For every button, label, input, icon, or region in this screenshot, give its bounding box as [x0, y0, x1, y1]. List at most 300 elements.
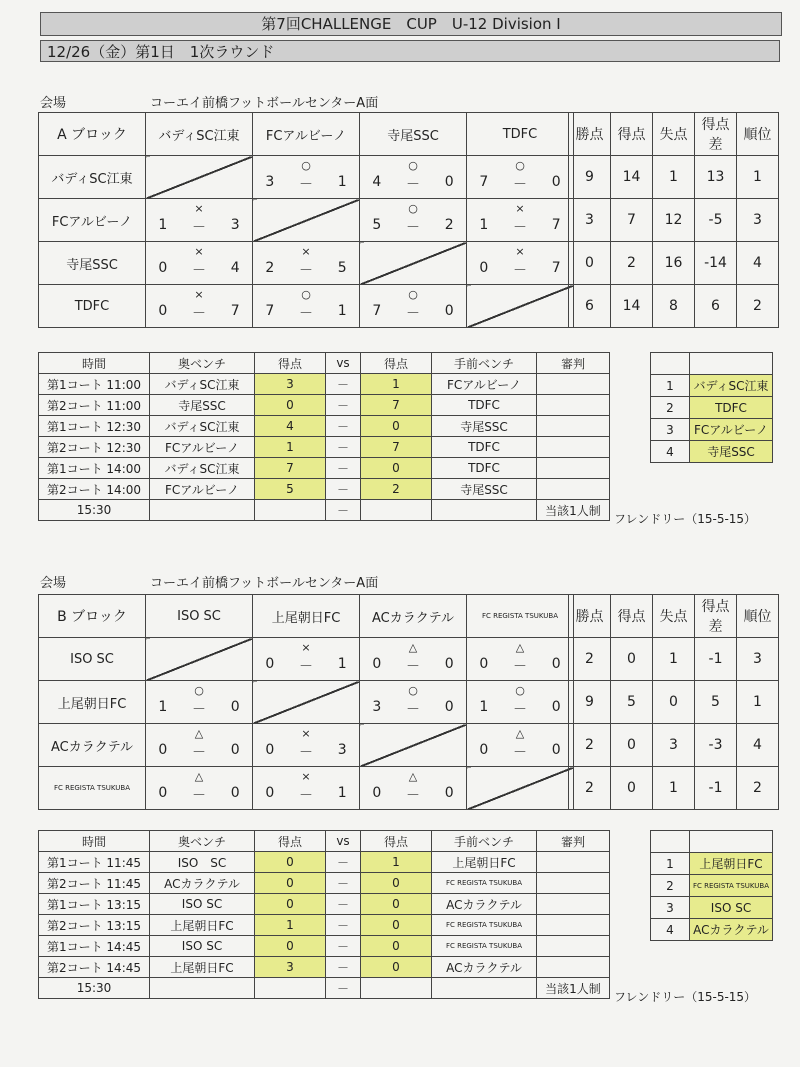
team-row-label: ACカラクテル — [39, 724, 146, 767]
score — [360, 656, 466, 676]
schedule-cell — [537, 374, 610, 395]
schedule-header: vs — [326, 353, 361, 374]
stat-value: 0 — [569, 242, 611, 285]
score-dash: － — [192, 220, 206, 236]
rank-team: ISO SC — [690, 897, 773, 919]
page-subtitle: 12/26（金）第1日 1次ラウンド — [40, 40, 780, 62]
stat-value: 4 — [737, 724, 779, 767]
schedule-cell: FC REGISTA TSUKUBA — [432, 915, 537, 936]
team-row-label: 上尾朝日FC — [39, 681, 146, 724]
rank-team: 上尾朝日FC — [690, 853, 773, 875]
schedule-cell: － — [326, 395, 361, 416]
result-mark: ○ — [408, 202, 418, 215]
result-mark: ○ — [408, 288, 418, 301]
score-for: 3 — [265, 174, 275, 190]
match-cell — [467, 199, 574, 242]
score-for: 0 — [479, 656, 489, 672]
score — [253, 260, 359, 280]
score — [467, 699, 573, 719]
schedule-row — [39, 873, 610, 894]
schedule-cell — [537, 915, 610, 936]
score — [146, 303, 252, 323]
schedule-cell — [537, 852, 610, 873]
score-dash: － — [513, 220, 527, 236]
match-cell — [253, 242, 360, 285]
score-for: 0 — [372, 785, 382, 801]
stat-header: 勝点 — [569, 595, 611, 638]
schedule-cell: ACカラクテル — [432, 957, 537, 978]
team-header: バディSC江東 — [146, 113, 253, 156]
score-against: 3 — [230, 217, 240, 233]
result-mark: △ — [194, 727, 204, 740]
schedule-header: 得点 — [361, 831, 432, 852]
schedule-cell: 第1コート 14:00 — [39, 458, 150, 479]
score — [360, 785, 466, 805]
score-against: 5 — [337, 260, 347, 276]
schedule-cell: 第2コート 11:45 — [39, 873, 150, 894]
ranking-header-spacer — [690, 353, 773, 375]
score-dash: － — [192, 745, 206, 761]
venue-label: 会場 — [40, 576, 67, 591]
score-for: 0 — [265, 742, 275, 758]
stat-value: 0 — [611, 767, 653, 810]
schedule-header: 奥ベンチ — [150, 353, 255, 374]
rank-position: 1 — [651, 375, 690, 397]
results-matrix — [38, 594, 574, 810]
schedule-cell: FCアルビーノ — [150, 479, 255, 500]
stat-value: 3 — [653, 724, 695, 767]
stat-value: 14 — [611, 156, 653, 199]
schedule-cell — [432, 500, 537, 521]
schedule-header: 審判 — [537, 831, 610, 852]
schedule-cell — [537, 936, 610, 957]
schedule-row — [39, 500, 610, 521]
schedule-cell: バディSC江東 — [150, 374, 255, 395]
result-mark: × — [301, 245, 311, 258]
score-for: 7 — [372, 303, 382, 319]
rank-team: FCアルビーノ — [690, 419, 773, 441]
schedule-row — [39, 978, 610, 999]
schedule-cell: － — [326, 437, 361, 458]
schedule-cell: 1 — [255, 915, 326, 936]
stat-value: 3 — [737, 199, 779, 242]
schedule-cell — [537, 395, 610, 416]
schedule-cell: 0 — [361, 458, 432, 479]
schedule-cell: ISO SC — [150, 936, 255, 957]
team-header: FC REGISTA TSUKUBA — [467, 595, 574, 638]
schedule-header: vs — [326, 831, 361, 852]
score — [253, 303, 359, 323]
match-cell — [360, 681, 467, 724]
stat-header: 失点 — [653, 113, 695, 156]
match-schedule — [38, 830, 610, 999]
score — [467, 174, 573, 194]
stat-value: -1 — [695, 638, 737, 681]
stat-value: -1 — [695, 767, 737, 810]
schedule-row — [39, 395, 610, 416]
schedule-cell: TDFC — [432, 395, 537, 416]
rank-team: バディSC江東 — [690, 375, 773, 397]
score — [360, 174, 466, 194]
venue-name: コーエイ前橋フットボールセンターA面 — [150, 96, 379, 111]
score-against: 2 — [444, 217, 454, 233]
schedule-cell: ISO SC — [150, 852, 255, 873]
schedule-cell — [537, 416, 610, 437]
schedule-cell: 0 — [361, 957, 432, 978]
schedule-cell: 第2コート 12:30 — [39, 437, 150, 458]
schedule-cell: 寺尾SSC — [432, 416, 537, 437]
result-mark: △ — [408, 641, 418, 654]
result-mark: △ — [194, 770, 204, 783]
rank-position: 2 — [651, 875, 690, 897]
score — [467, 656, 573, 676]
schedule-cell: 0 — [361, 936, 432, 957]
score-for: 1 — [479, 699, 489, 715]
schedule-cell: 上尾朝日FC — [150, 915, 255, 936]
schedule-cell: 3 — [255, 374, 326, 395]
schedule-header: 時間 — [39, 353, 150, 374]
schedule-row — [39, 915, 610, 936]
score — [467, 260, 573, 280]
schedule-header: 審判 — [537, 353, 610, 374]
schedule-cell: － — [326, 479, 361, 500]
rank-position: 3 — [651, 897, 690, 919]
stat-value: 1 — [737, 681, 779, 724]
team-header: ISO SC — [146, 595, 253, 638]
schedule-cell — [255, 978, 326, 999]
team-header: 寺尾SSC — [360, 113, 467, 156]
schedule-cell: 3 — [255, 957, 326, 978]
stat-value: 9 — [569, 156, 611, 199]
schedule-cell: 1 — [361, 852, 432, 873]
results-matrix — [38, 112, 574, 328]
result-mark: ○ — [408, 684, 418, 697]
score-against: 0 — [551, 699, 561, 715]
score — [467, 217, 573, 237]
score-for: 7 — [265, 303, 275, 319]
score — [253, 742, 359, 762]
result-mark: × — [515, 245, 525, 258]
stat-header: 失点 — [653, 595, 695, 638]
schedule-cell: － — [326, 852, 361, 873]
stat-value: 7 — [611, 199, 653, 242]
schedule-cell: TDFC — [432, 458, 537, 479]
schedule-row — [39, 437, 610, 458]
schedule-cell: 0 — [255, 873, 326, 894]
result-mark: × — [515, 202, 525, 215]
score — [146, 260, 252, 280]
score-dash: － — [299, 659, 313, 675]
result-mark: × — [194, 288, 204, 301]
match-cell — [360, 285, 467, 328]
score-for: 0 — [372, 656, 382, 672]
stat-value: 0 — [611, 638, 653, 681]
match-cell — [253, 767, 360, 810]
score-for: 5 — [372, 217, 382, 233]
schedule-row — [39, 936, 610, 957]
stat-value: 2 — [569, 638, 611, 681]
stat-value: 9 — [569, 681, 611, 724]
rank-team: TDFC — [690, 397, 773, 419]
match-cell — [467, 242, 574, 285]
match-cell — [467, 681, 574, 724]
stat-value: 6 — [695, 285, 737, 328]
block-name: B ブロック — [39, 595, 146, 638]
result-mark: ○ — [515, 159, 525, 172]
rank-position: 4 — [651, 441, 690, 463]
stat-value: 14 — [611, 285, 653, 328]
result-mark: × — [301, 727, 311, 740]
team-row-label: ISO SC — [39, 638, 146, 681]
match-cell — [467, 156, 574, 199]
result-mark: ○ — [301, 288, 311, 301]
stat-header: 順位 — [737, 113, 779, 156]
schedule-cell — [150, 500, 255, 521]
rank-position: 2 — [651, 397, 690, 419]
score-dash: － — [406, 659, 420, 675]
schedule-cell: 5 — [255, 479, 326, 500]
schedule-cell: 第1コート 12:30 — [39, 416, 150, 437]
rank-position: 3 — [651, 419, 690, 441]
score — [146, 742, 252, 762]
score-dash: － — [513, 702, 527, 718]
schedule-header: 得点 — [255, 831, 326, 852]
score-dash: － — [299, 745, 313, 761]
score-for: 0 — [265, 785, 275, 801]
rank-team: ACカラクテル — [690, 919, 773, 941]
diagonal-cell — [360, 242, 467, 285]
score-against: 0 — [444, 174, 454, 190]
score-against: 4 — [230, 260, 240, 276]
schedule-cell: 1 — [361, 374, 432, 395]
diagonal-cell — [146, 638, 253, 681]
match-cell — [360, 199, 467, 242]
score-dash: － — [192, 788, 206, 804]
match-schedule — [38, 352, 610, 521]
stat-header: 得点 — [611, 113, 653, 156]
schedule-header: 奥ベンチ — [150, 831, 255, 852]
score-dash: － — [406, 702, 420, 718]
score-for: 7 — [479, 174, 489, 190]
schedule-cell: 寺尾SSC — [150, 395, 255, 416]
score-for: 3 — [372, 699, 382, 715]
team-row-label: FC REGISTA TSUKUBA — [39, 767, 146, 810]
score — [146, 217, 252, 237]
match-cell — [253, 156, 360, 199]
schedule-cell: － — [326, 978, 361, 999]
rank-team: 寺尾SSC — [690, 441, 773, 463]
team-header: TDFC — [467, 113, 574, 156]
score-for: 1 — [479, 217, 489, 233]
schedule-cell: FCアルビーノ — [432, 374, 537, 395]
score-dash: － — [513, 263, 527, 279]
match-cell — [146, 242, 253, 285]
schedule-cell: 0 — [255, 936, 326, 957]
schedule-cell: － — [326, 894, 361, 915]
score-dash: － — [513, 659, 527, 675]
schedule-cell: 15:30 — [39, 500, 150, 521]
stat-value: 3 — [569, 199, 611, 242]
score-for: 0 — [479, 260, 489, 276]
schedule-cell: － — [326, 936, 361, 957]
stat-value: 0 — [653, 681, 695, 724]
schedule-cell: FC REGISTA TSUKUBA — [432, 936, 537, 957]
score-against: 0 — [444, 785, 454, 801]
stat-value: 0 — [611, 724, 653, 767]
final-ranking — [650, 352, 773, 463]
schedule-cell: － — [326, 374, 361, 395]
schedule-cell: 第1コート 11:00 — [39, 374, 150, 395]
stat-value: 2 — [611, 242, 653, 285]
stat-value: -5 — [695, 199, 737, 242]
score-for: 1 — [158, 699, 168, 715]
score-for: 0 — [479, 742, 489, 758]
schedule-cell: 4 — [255, 416, 326, 437]
diagonal-cell — [253, 199, 360, 242]
score-for: 0 — [158, 742, 168, 758]
score-dash: － — [192, 306, 206, 322]
stat-value: 8 — [653, 285, 695, 328]
final-ranking — [650, 830, 773, 941]
schedule-cell: 第1コート 14:45 — [39, 936, 150, 957]
stat-value: 6 — [569, 285, 611, 328]
stat-value: -3 — [695, 724, 737, 767]
schedule-cell: 0 — [361, 873, 432, 894]
score-against: 0 — [551, 174, 561, 190]
match-cell — [146, 285, 253, 328]
score — [360, 699, 466, 719]
schedule-cell — [361, 978, 432, 999]
schedule-cell — [537, 873, 610, 894]
schedule-cell: 第1コート 13:15 — [39, 894, 150, 915]
schedule-row — [39, 852, 610, 873]
rank-team: FC REGISTA TSUKUBA — [690, 875, 773, 897]
schedule-cell: ISO SC — [150, 894, 255, 915]
stat-value: 1 — [653, 638, 695, 681]
schedule-cell: － — [326, 458, 361, 479]
schedule-header: 手前ベンチ — [432, 831, 537, 852]
result-mark: × — [301, 641, 311, 654]
score-against: 1 — [337, 656, 347, 672]
schedule-cell: 0 — [361, 894, 432, 915]
score-for: 4 — [372, 174, 382, 190]
match-cell — [253, 638, 360, 681]
team-header: ACカラクテル — [360, 595, 467, 638]
schedule-row — [39, 458, 610, 479]
schedule-cell: 0 — [361, 915, 432, 936]
schedule-row — [39, 479, 610, 500]
result-mark: △ — [408, 770, 418, 783]
team-header: FCアルビーノ — [253, 113, 360, 156]
match-cell — [146, 724, 253, 767]
schedule-cell: － — [326, 915, 361, 936]
score-against: 7 — [551, 217, 561, 233]
match-cell — [146, 681, 253, 724]
score-dash: － — [406, 306, 420, 322]
score-dash: － — [299, 263, 313, 279]
ranking-header-spacer — [651, 353, 690, 375]
schedule-header: 時間 — [39, 831, 150, 852]
score-against: 0 — [551, 742, 561, 758]
schedule-cell: 当該1人制 — [537, 978, 610, 999]
score — [467, 742, 573, 762]
schedule-cell: 15:30 — [39, 978, 150, 999]
schedule-cell — [432, 978, 537, 999]
score-against: 0 — [551, 656, 561, 672]
stat-value: 2 — [569, 767, 611, 810]
stat-value: 16 — [653, 242, 695, 285]
rank-position: 1 — [651, 853, 690, 875]
diagonal-cell — [253, 681, 360, 724]
stat-header: 得点差 — [695, 113, 737, 156]
match-cell — [253, 724, 360, 767]
score-against: 1 — [337, 303, 347, 319]
score-against: 1 — [337, 174, 347, 190]
diagonal-cell — [467, 767, 574, 810]
match-cell — [360, 767, 467, 810]
stat-value: 3 — [737, 638, 779, 681]
standings-stats — [568, 112, 779, 328]
score-dash: － — [299, 177, 313, 193]
schedule-header: 得点 — [255, 353, 326, 374]
team-row-label: バディSC江東 — [39, 156, 146, 199]
standings-stats — [568, 594, 779, 810]
match-cell — [467, 638, 574, 681]
score-dash: － — [513, 745, 527, 761]
schedule-cell: バディSC江東 — [150, 416, 255, 437]
stat-value: 5 — [695, 681, 737, 724]
schedule-cell: ACカラクテル — [432, 894, 537, 915]
score-against: 0 — [230, 742, 240, 758]
result-mark: × — [301, 770, 311, 783]
schedule-cell: FCアルビーノ — [150, 437, 255, 458]
schedule-cell — [537, 894, 610, 915]
score-dash: － — [406, 220, 420, 236]
score-against: 3 — [337, 742, 347, 758]
score — [146, 785, 252, 805]
score-for: 0 — [158, 785, 168, 801]
diagonal-cell — [146, 156, 253, 199]
stat-value: 12 — [653, 199, 695, 242]
score-for: 0 — [158, 303, 168, 319]
score-against: 7 — [230, 303, 240, 319]
stat-header: 得点 — [611, 595, 653, 638]
result-mark: ○ — [301, 159, 311, 172]
match-cell — [360, 638, 467, 681]
schedule-cell: 第2コート 13:15 — [39, 915, 150, 936]
schedule-cell — [537, 957, 610, 978]
schedule-cell — [537, 479, 610, 500]
score-against: 0 — [444, 699, 454, 715]
schedule-cell: FC REGISTA TSUKUBA — [432, 873, 537, 894]
score-dash: － — [406, 177, 420, 193]
stat-value: 2 — [737, 285, 779, 328]
score — [253, 785, 359, 805]
score-for: 0 — [265, 656, 275, 672]
score-against: 0 — [230, 699, 240, 715]
schedule-cell: － — [326, 416, 361, 437]
stat-header: 得点差 — [695, 595, 737, 638]
schedule-cell: － — [326, 500, 361, 521]
schedule-row — [39, 416, 610, 437]
stat-value: 2 — [569, 724, 611, 767]
stat-value: 1 — [737, 156, 779, 199]
score — [253, 656, 359, 676]
stat-value: -14 — [695, 242, 737, 285]
diagonal-cell — [467, 285, 574, 328]
team-header: 上尾朝日FC — [253, 595, 360, 638]
stat-value: 5 — [611, 681, 653, 724]
